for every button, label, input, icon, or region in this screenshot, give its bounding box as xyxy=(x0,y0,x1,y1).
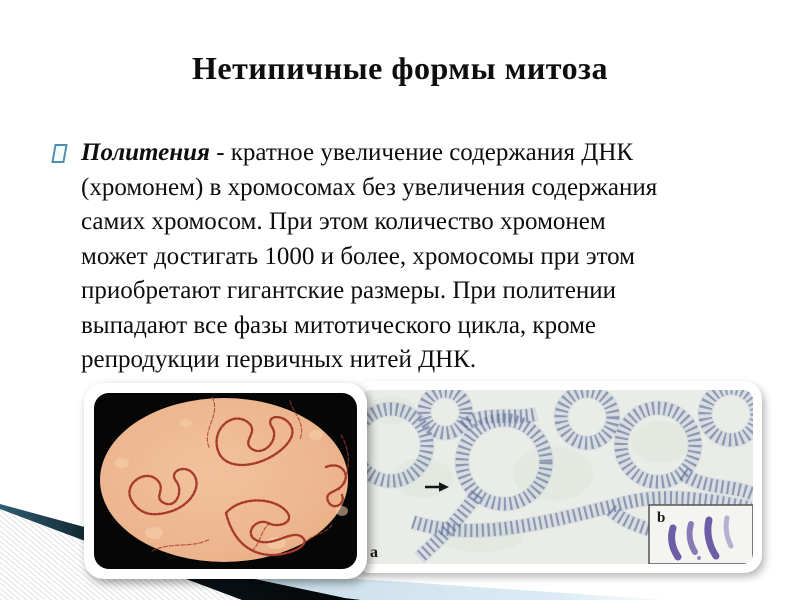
inset-panel xyxy=(649,505,753,564)
banding-image xyxy=(361,390,753,564)
body-line: Политения - кратное увеличение содержания ДНК xyxy=(81,139,634,166)
bullet-marker-icon xyxy=(51,144,67,163)
body-line: приобретают гигантские размеры. При политении xyxy=(81,277,617,304)
panel-label-a: a xyxy=(370,544,378,561)
micrograph-figure xyxy=(84,383,367,579)
slide-title: Нетипичные формы митоза xyxy=(192,50,608,86)
micrograph-image xyxy=(94,393,357,569)
body-line: (хромонем) в хромосомах без увеличения содержания xyxy=(81,173,658,201)
panel-label-b: b xyxy=(657,510,666,526)
bullet-item xyxy=(50,136,765,378)
body-line: может достигать 1000 и более, хромосомы при этом xyxy=(81,242,636,270)
body-line: репродукции первичных нитей ДНК. xyxy=(81,346,477,373)
bullet-text xyxy=(81,136,765,378)
term-polyteny: Политения xyxy=(81,139,210,166)
body-line: самих хромосом. При этом количество хромонем xyxy=(81,208,606,235)
banding-figure xyxy=(352,381,762,573)
body-line: выпадают все фазы митотического цикла, кроме xyxy=(81,311,597,339)
